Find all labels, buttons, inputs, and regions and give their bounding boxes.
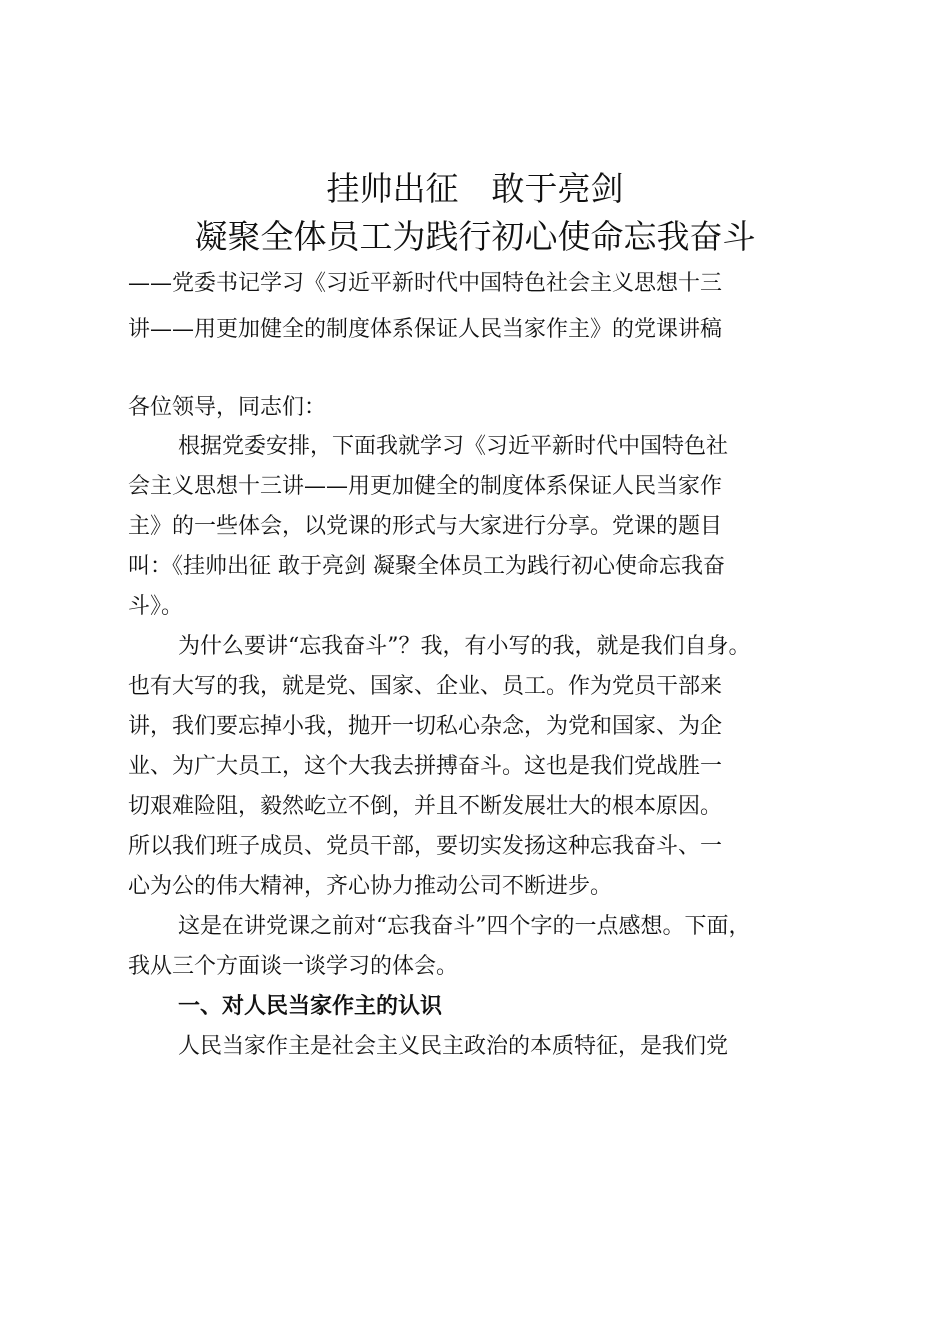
paragraph-line: 为什么要讲“忘我奋斗”？我，有小写的我，就是我们自身。 xyxy=(178,634,751,659)
document-title-line-1: 挂帅出征 敢于亮剑 xyxy=(326,169,624,208)
paragraph-line: 讲，我们要忘掉小我，抛开一切私心杂念，为党和国家、为企 xyxy=(128,714,723,739)
paragraph-line: 根据党委安排，下面我就学习《习近平新时代中国特色社 xyxy=(178,434,729,459)
paragraph-line: 我从三个方面谈一谈学习的体会。 xyxy=(128,954,459,979)
paragraph-line: 人民当家作主是社会主义民主政治的本质特征，是我们党 xyxy=(178,1034,729,1059)
paragraph-line: 业、为广大员工，这个大我去拼搏奋斗。这也是我们党战胜一 xyxy=(128,754,723,779)
paragraph-line: 这是在讲党课之前对“忘我奋斗”四个字的一点感想。下面， xyxy=(178,914,751,939)
paragraph-line: 也有大写的我，就是党、国家、企业、员工。作为党员干部来 xyxy=(128,674,723,699)
section-heading: 一、对人民当家作主的认识 xyxy=(178,994,443,1019)
paragraph-line: 斗》。 xyxy=(128,594,184,619)
greeting: 各位领导，同志们： xyxy=(128,395,327,420)
paragraph-line: 所以我们班子成员、党员干部，要切实发扬这种忘我奋斗、一 xyxy=(128,834,723,859)
paragraph-line: 切艰难险阻，毅然屹立不倒，并且不断发展壮大的根本原因。 xyxy=(128,794,723,819)
paragraph-line: 心为公的伟大精神，齐心协力推动公司不断进步。 xyxy=(128,874,613,899)
document-subtitle-line-2: 讲——用更加健全的制度体系保证人民当家作主》的党课讲稿 xyxy=(128,317,723,342)
document-subtitle-line-1: ——党委书记学习《习近平新时代中国特色社会主义思想十三 xyxy=(128,271,723,296)
paragraph-line: 主》的一些体会，以党课的形式与大家进行分享。党课的题目 xyxy=(128,514,723,539)
paragraph-line: 会主义思想十三讲——用更加健全的制度体系保证人民当家作 xyxy=(128,474,723,499)
paragraph-line: 叫：《挂帅出征 敢于亮剑 凝聚全体员工为践行初心使命忘我奋 xyxy=(128,554,725,579)
document-title-line-2: 凝聚全体员工为践行初心使命忘我奋斗 xyxy=(194,217,756,256)
